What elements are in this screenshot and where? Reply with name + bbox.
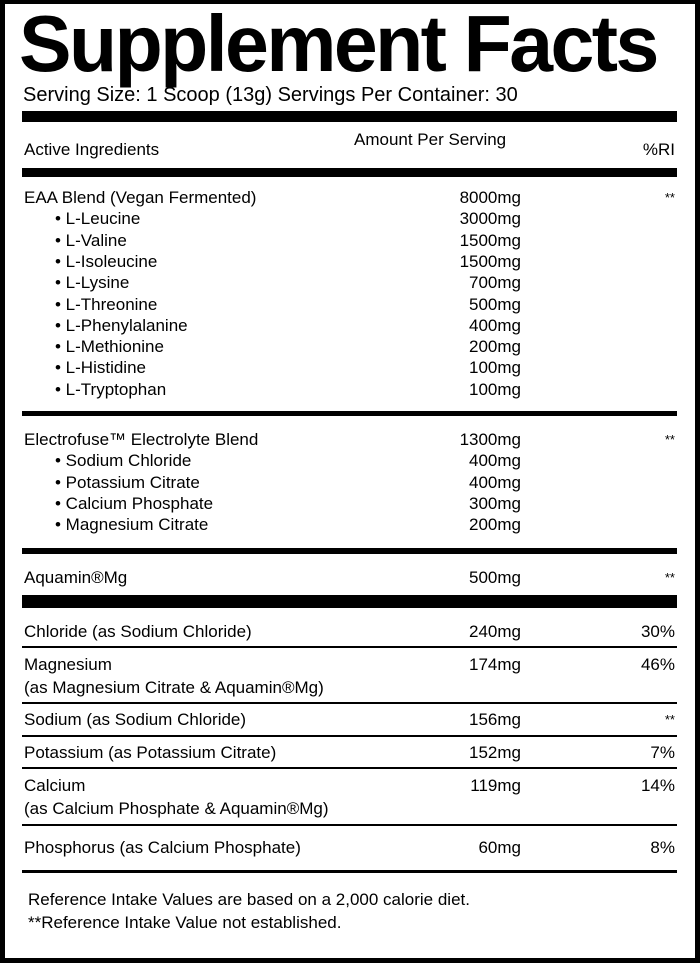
mineral-source: (as Calcium Phosphate & Aquamin®Mg): [24, 799, 329, 818]
aquamin-ri: **: [664, 570, 675, 585]
eaa-item-amount: 1500mg: [459, 251, 521, 271]
mineral-amount: 152mg: [469, 743, 521, 762]
mineral-source: (as Magnesium Citrate & Aquamin®Mg): [24, 678, 324, 697]
electrolyte-blend-name: Electrofuse™ Electrolyte Blend: [24, 430, 259, 449]
mineral-amount: 174mg: [469, 655, 521, 674]
divider-thick: [22, 111, 677, 122]
eaa-item-amount: 100mg: [469, 379, 521, 399]
divider-thick: [22, 168, 677, 177]
divider-thin: [22, 870, 677, 873]
divider-thin: [22, 702, 677, 704]
electrolyte-blend-ri: **: [664, 432, 675, 447]
header-ri: %RI: [642, 140, 675, 159]
electrolyte-item-name: • Sodium Chloride: [55, 451, 192, 471]
electrolyte-item-name: • Calcium Phosphate: [55, 493, 214, 513]
eaa-item-name: • L-Methionine: [55, 337, 164, 357]
electrolyte-blend-amount: 1300mg: [459, 430, 521, 449]
eaa-item-amount: 200mg: [469, 337, 521, 357]
eaa-item-amount: 700mg: [469, 273, 521, 293]
mineral-ri: 14%: [640, 776, 675, 795]
eaa-item-amount: 3000mg: [459, 209, 521, 229]
mineral-name: Potassium (as Potassium Citrate): [24, 743, 277, 762]
mineral-ri: 46%: [640, 655, 675, 674]
mineral-name: Magnesium: [24, 655, 112, 674]
eaa-item-amount: 400mg: [469, 315, 521, 335]
divider-thick: [22, 595, 677, 608]
mineral-amount: 60mg: [478, 838, 521, 857]
eaa-blend-ri: **: [664, 190, 675, 205]
mineral-ri: **: [664, 712, 675, 727]
eaa-item-amount: 1500mg: [459, 230, 521, 250]
eaa-blend-name: EAA Blend (Vegan Fermented): [24, 188, 257, 207]
divider-thin: [22, 646, 677, 648]
serving-info: Serving Size: 1 Scoop (13g) Servings Per Container: 30: [23, 84, 518, 106]
eaa-item-name: • L-Tryptophan: [55, 379, 167, 399]
label-title: Supplement Facts: [19, 0, 657, 88]
header-ingredients: Active Ingredients: [24, 140, 160, 159]
mineral-name: Chloride (as Sodium Chloride): [24, 622, 252, 641]
eaa-item-name: • L-Leucine: [55, 209, 141, 229]
electrolyte-item-name: • Magnesium Citrate: [55, 515, 209, 535]
divider-thick: [22, 548, 677, 554]
electrolyte-item-amount: 300mg: [469, 493, 521, 513]
mineral-name: Phosphorus (as Calcium Phosphate): [24, 838, 301, 857]
mineral-ri: 7%: [650, 743, 675, 762]
mineral-amount: 156mg: [469, 710, 521, 729]
header-amount: Amount Per Serving: [354, 130, 507, 149]
electrolyte-item-amount: 200mg: [469, 515, 521, 535]
mineral-amount: 240mg: [469, 622, 521, 641]
electrolyte-item-name: • Potassium Citrate: [55, 472, 200, 492]
eaa-item-name: • L-Phenylalanine: [55, 315, 188, 335]
mineral-name: Calcium: [24, 776, 86, 795]
eaa-item-name: • L-Lysine: [55, 273, 130, 293]
mineral-name: Sodium (as Sodium Chloride): [24, 710, 247, 729]
eaa-blend-amount: 8000mg: [459, 188, 521, 207]
electrolyte-item-amount: 400mg: [469, 472, 521, 492]
electrolyte-item-amount: 400mg: [469, 451, 521, 471]
footnote: Reference Intake Values are based on a 2,000 calorie diet.: [28, 890, 470, 909]
eaa-item-name: • L-Isoleucine: [55, 251, 158, 271]
divider-thin: [22, 735, 677, 737]
mineral-ri: 30%: [640, 622, 675, 641]
mineral-amount: 119mg: [470, 776, 521, 795]
eaa-item-name: • L-Histidine: [55, 358, 146, 378]
divider-thin: [22, 767, 677, 769]
mineral-ri: 8%: [650, 838, 675, 857]
eaa-item-amount: 500mg: [469, 294, 521, 314]
divider-thick: [22, 411, 677, 416]
eaa-item-name: • L-Valine: [55, 230, 127, 250]
eaa-item-amount: 100mg: [469, 358, 521, 378]
footnote: **Reference Intake Value not established.: [28, 913, 342, 932]
aquamin-amount: 500mg: [469, 568, 521, 587]
eaa-item-name: • L-Threonine: [55, 294, 158, 314]
divider-thin: [22, 824, 677, 826]
aquamin-name: Aquamin®Mg: [24, 568, 128, 587]
